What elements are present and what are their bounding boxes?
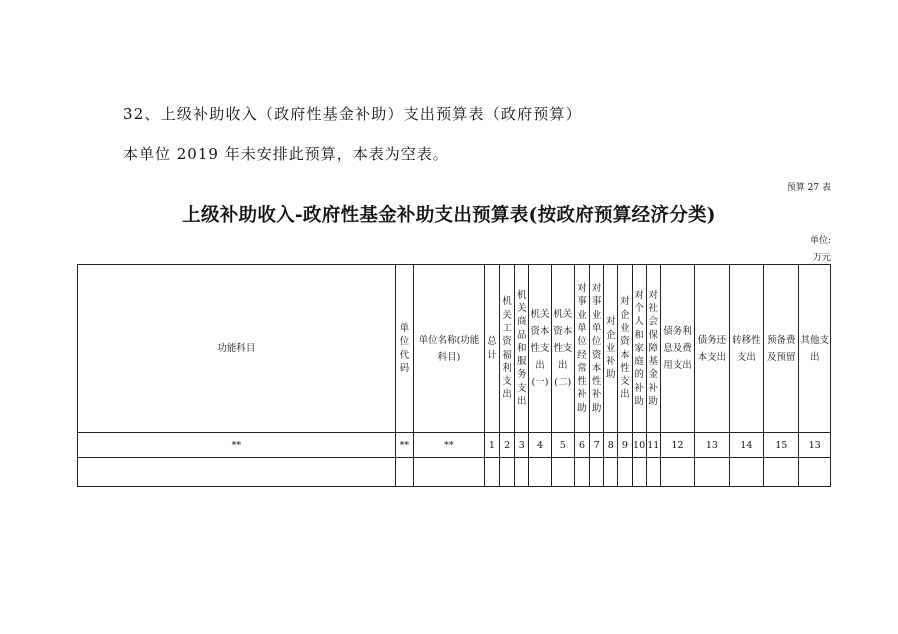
column-header-label: 债务利息及费用支出 bbox=[663, 326, 692, 371]
empty-data-row bbox=[78, 458, 831, 487]
column-header-label: 总计 bbox=[487, 336, 497, 361]
column-code: 2 bbox=[500, 433, 515, 458]
column-code: 4 bbox=[529, 433, 551, 458]
column-code: 12 bbox=[660, 433, 694, 458]
column-header-label: 机关资本性支出(一) bbox=[530, 309, 550, 388]
table-number: 预算 27 表 bbox=[786, 183, 831, 193]
column-header-label: 机关商品和服务支出 bbox=[517, 289, 527, 408]
column-code: 13 bbox=[695, 433, 729, 458]
column-header-label: 其他支出 bbox=[800, 334, 829, 363]
column-header-label: 对企业资本性支出 bbox=[620, 296, 630, 401]
data-cell bbox=[500, 458, 515, 487]
column-header-label: 机关工资福利支出 bbox=[502, 296, 512, 401]
data-cell bbox=[632, 458, 646, 487]
column-header bbox=[729, 265, 763, 433]
column-header bbox=[604, 265, 618, 433]
data-cell bbox=[395, 458, 413, 487]
column-code: 15 bbox=[764, 433, 799, 458]
column-header-label: 单位代码 bbox=[399, 322, 410, 374]
data-cell bbox=[799, 458, 831, 487]
column-header bbox=[500, 265, 515, 433]
data-cell bbox=[764, 458, 799, 487]
column-header bbox=[484, 265, 499, 433]
data-cell bbox=[414, 458, 485, 487]
header-row bbox=[78, 265, 831, 433]
column-header-label: 对事业单位资本性补助 bbox=[591, 283, 602, 414]
column-code: ** bbox=[78, 433, 396, 458]
column-code: 9 bbox=[618, 433, 632, 458]
column-header-label: 债务还本支出 bbox=[697, 334, 727, 363]
data-cell bbox=[695, 458, 729, 487]
column-code: 14 bbox=[729, 433, 763, 458]
column-header bbox=[764, 265, 799, 433]
column-code: 3 bbox=[515, 433, 529, 458]
data-cell bbox=[515, 458, 529, 487]
column-code: 8 bbox=[604, 433, 618, 458]
column-header-label: 转移性支出 bbox=[732, 334, 761, 363]
column-code: ** bbox=[395, 433, 413, 458]
table-title: 上级补助收入-政府性基金补助支出预算表(按政府预算经济分类) bbox=[182, 205, 716, 226]
column-header bbox=[618, 265, 632, 433]
column-header-label: 对个人和家庭的补助 bbox=[634, 289, 644, 408]
data-cell bbox=[590, 458, 604, 487]
column-code: 10 bbox=[632, 433, 646, 458]
data-cell bbox=[551, 458, 574, 487]
column-header bbox=[529, 265, 551, 433]
data-cell bbox=[529, 458, 551, 487]
column-header-label: 对事业单位经常性补助 bbox=[577, 283, 587, 414]
column-header bbox=[799, 265, 831, 433]
column-header bbox=[646, 265, 660, 433]
column-header-label: 机关资本性支出(二) bbox=[553, 309, 573, 388]
column-code: 6 bbox=[574, 433, 589, 458]
column-header-label: 单位名称(功能科目) bbox=[418, 334, 480, 363]
column-header bbox=[632, 265, 646, 433]
column-header bbox=[395, 265, 413, 433]
unit-label: 单位: bbox=[809, 236, 831, 246]
data-cell bbox=[484, 458, 499, 487]
column-header bbox=[515, 265, 529, 433]
column-code: 1 bbox=[484, 433, 499, 458]
data-cell bbox=[574, 458, 589, 487]
column-code: 11 bbox=[646, 433, 660, 458]
empty-table-notice: 本单位 2019 年未安排此预算，本表为空表。 bbox=[123, 145, 449, 163]
column-header bbox=[574, 265, 589, 433]
data-cell bbox=[78, 458, 396, 487]
data-cell bbox=[618, 458, 632, 487]
column-header-label: 对社会保障基金补助 bbox=[648, 289, 658, 408]
data-cell bbox=[660, 458, 694, 487]
column-header-label: 预备费及预留 bbox=[767, 334, 796, 363]
column-code: 13 bbox=[799, 433, 831, 458]
column-code: 5 bbox=[551, 433, 574, 458]
unit-value: 万元 bbox=[812, 253, 831, 263]
column-code: ** bbox=[414, 433, 485, 458]
column-header bbox=[414, 265, 485, 433]
column-header bbox=[551, 265, 574, 433]
column-header-label: 功能科目 bbox=[217, 343, 256, 354]
column-header bbox=[590, 265, 604, 433]
column-header bbox=[660, 265, 694, 433]
column-header bbox=[78, 265, 396, 433]
column-code: 7 bbox=[590, 433, 604, 458]
data-cell bbox=[604, 458, 618, 487]
column-header bbox=[695, 265, 729, 433]
budget-table bbox=[77, 264, 831, 487]
column-header-label: 对企业补助 bbox=[606, 316, 616, 381]
section-heading: 32、上级补助收入（政府性基金补助）支出预算表（政府预算） bbox=[123, 105, 582, 123]
data-cell bbox=[646, 458, 660, 487]
column-code-row bbox=[78, 433, 831, 458]
data-cell bbox=[729, 458, 763, 487]
